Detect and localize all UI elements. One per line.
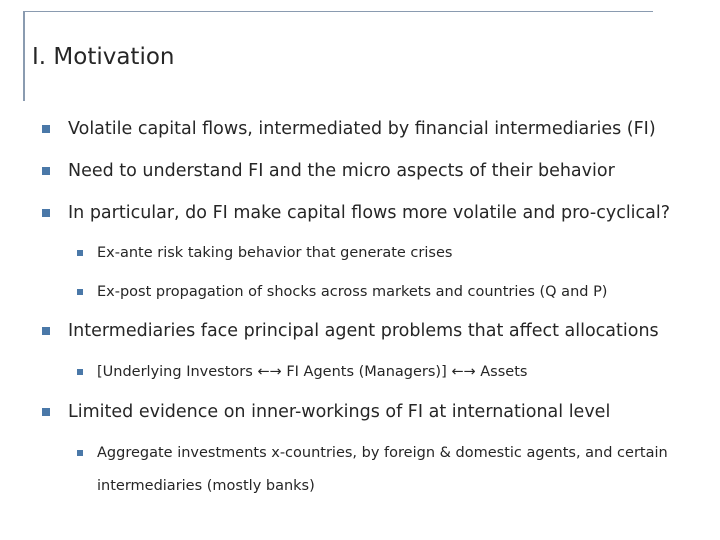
sub-bullet-ex-post (77, 281, 607, 303)
bullet-volatile-capital-flows (42, 117, 656, 141)
bullet-need-to-understand (42, 159, 615, 183)
bullet-text: Need to understand FI and the micro aspects of their behavior (68, 161, 615, 181)
bullet-text: In particular, do FI make capital flows more volatile and pro-cyclical? (68, 203, 671, 223)
square-bullet-icon (77, 450, 83, 456)
title-frame-left-rule (23, 11, 25, 101)
square-bullet-icon (42, 209, 50, 217)
title-frame-top-rule (23, 11, 653, 12)
bullet-principal-agent (42, 319, 659, 343)
bullet-text: Intermediaries face principal agent problems that affect allocations (68, 321, 659, 341)
sub-bullet-continuation: intermediaries (mostly banks) (97, 478, 315, 494)
left-right-arrow-icon (253, 361, 287, 383)
sub-bullet-text: Ex-post propagation of shocks across markets and countries (Q and P) (97, 284, 608, 300)
square-bullet-icon (42, 167, 50, 175)
left-right-arrow-icon (447, 361, 481, 383)
sub-bullet-aggregate-investments (77, 442, 668, 464)
bullet-text: Volatile capital flows, intermediated by financial intermediaries (FI) (68, 119, 656, 139)
sub-bullet-text: Ex-ante risk taking behavior that generate crises (97, 245, 453, 261)
sub-bullet-text: Aggregate investments x-countries, by foreign & domestic agents, and certain (97, 445, 668, 461)
bullet-text: Limited evidence on inner-workings of FI at international level (68, 402, 611, 422)
sub-bullet-text-part3: Assets (480, 364, 528, 380)
square-bullet-icon (77, 369, 83, 375)
left-right-arrow-glyph: ←→ (257, 364, 282, 380)
sub-bullet-text-part1: [Underlying Investors (97, 364, 253, 380)
slide-title: I. Motivation (32, 44, 175, 70)
left-right-arrow-glyph: ←→ (451, 364, 476, 380)
square-bullet-icon (42, 125, 50, 133)
bullet-limited-evidence (42, 400, 610, 424)
square-bullet-icon (77, 250, 83, 256)
sub-bullet-ex-ante (77, 242, 452, 264)
sub-bullet-investors-agents-assets (77, 361, 527, 383)
square-bullet-icon (42, 408, 50, 416)
sub-bullet-text-part2: FI Agents (Managers)] (286, 364, 447, 380)
bullet-in-particular (42, 201, 670, 225)
square-bullet-icon (77, 289, 83, 295)
square-bullet-icon (42, 327, 50, 335)
